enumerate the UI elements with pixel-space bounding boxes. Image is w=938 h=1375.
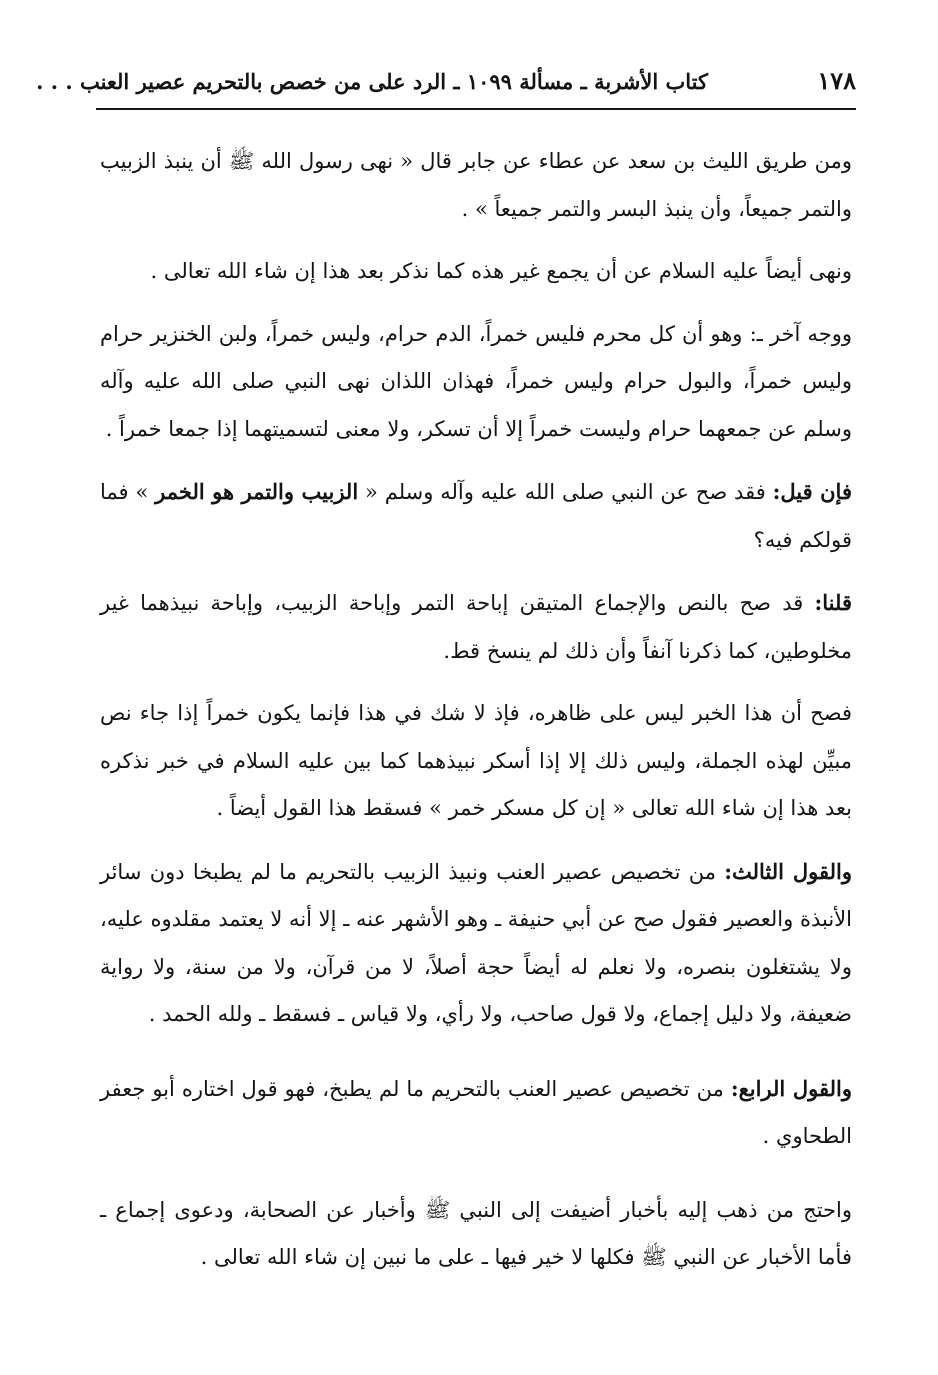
paragraph-text: قد صح بالنص والإجماع المتيقن إباحة التمر وإباحة الزبيب، وإباحة نبيذهما غير مخلوطين، كما ذكرنا آنفاً وأن ذلك لم ينسخ قط. [100, 591, 852, 663]
main-text [100, 138, 852, 1297]
paragraph-text: ونهى أيضاً عليه السلام عن أن يجمع غير هذه كما نذكر بعد هذا إن شاء الله تعالى . [150, 259, 852, 283]
page-header [36, 62, 856, 102]
paragraph-6 [100, 690, 852, 833]
paragraph-3 [100, 311, 852, 454]
paragraph-lead: فإن قيل: [772, 479, 852, 504]
paragraph-text: ووجه آخر ـ: وهو أن كل محرم فليس خمراً، الدم حرام، وليس خمراً، ولبن الخنزير حرام وليس خمراً، والبول حرام وليس خمراً، فهذان اللذان نهى النبي صلى الله عليه وآله وسلم عن جمعهما حرام وليست خمراً إلا أن تسكر، ولا معنى لتسميتهما إذا جمعا خمراً . [100, 321, 852, 441]
paragraph-4 [100, 468, 852, 564]
paragraph-lead: والقول الرابع: [730, 1075, 853, 1101]
paragraph-text: من تخصيص عصير العنب بالتحريم ما لم يطبخ، فهو قول اختاره أبو جعفر الطحاوي . [100, 1076, 852, 1148]
paragraph-8 [100, 1065, 852, 1161]
header-divider [96, 108, 856, 110]
quoted-term: الزبيب والتمر هو الخمر [155, 479, 359, 504]
paragraph-9 [100, 1187, 852, 1282]
paragraph-1 [100, 138, 852, 233]
paragraph-text: فقد صح عن النبي صلى الله عليه وآله وسلم « [358, 480, 773, 504]
paragraph-text: ومن طريق الليث بن سعد عن عطاء عن جابر قال « نهى رسول الله ﷺ أن ينبذ الزبيب والتمر جميعاً، وأن ينبذ البسر والتمر جميعاً » . [100, 149, 852, 221]
paragraph-5 [100, 579, 852, 675]
paragraph-2 [100, 248, 852, 296]
paragraph-lead: والقول الثالث: [724, 858, 852, 884]
paragraph-text: فصح أن هذا الخبر ليس على ظاهره، فإذ لا شك في هذا فإنما يكون خمراً إذا جاء نص مبيِّن لهذه الجملة، وليس ذلك إلا إذا أسكر نبيذهما كما بين عليه السلام في خبر نذكره بعد هذا إن شاء الله تعالى « إن كل مسكر خمر » فسقط هذا القول أيضاً . [100, 701, 852, 820]
paragraph-lead: قلنا: [814, 590, 852, 615]
paragraph-text: » فما قولكم فيه؟ [100, 480, 852, 552]
paragraph-text: من تخصيص عصير العنب ونبيذ الزبيب بالتحريم ما لم يطبخا دون سائر الأنبذة والعصير فقول صح عن أبي حنيفة ـ وهو الأشهر عنه ـ إلا أنه لا يعتمد مقلدوه عليه، ولا يشتغلون بنصره، ولا نعلم له أيضاً حجة أصلاً، لا من قرآن، ولا من سنة، ولا رواية ضعيفة، ولا دليل إجماع، ولا قول صاحب، ولا رأي، ولا قياس ـ فسقط ـ ولله الحمد . [100, 859, 852, 1026]
paragraph-text: واحتج من ذهب إليه بأخبار أضيفت إلى النبي ﷺ وأخبار عن الصحابة، ودعوى إجماع ـ فأما الأخبار عن النبي ﷺ فكلها لا خير فيها ـ على ما نبين إن شاء الله تعالى . [100, 1197, 852, 1269]
running-title: كتاب الأشربة ـ مسألة ١٠٩٩ ـ الرد على من خصص بالتحريم عصير العنب . . . [36, 69, 708, 94]
paragraph-7 [100, 848, 852, 1039]
page-number: ١٧٨ [817, 66, 856, 95]
